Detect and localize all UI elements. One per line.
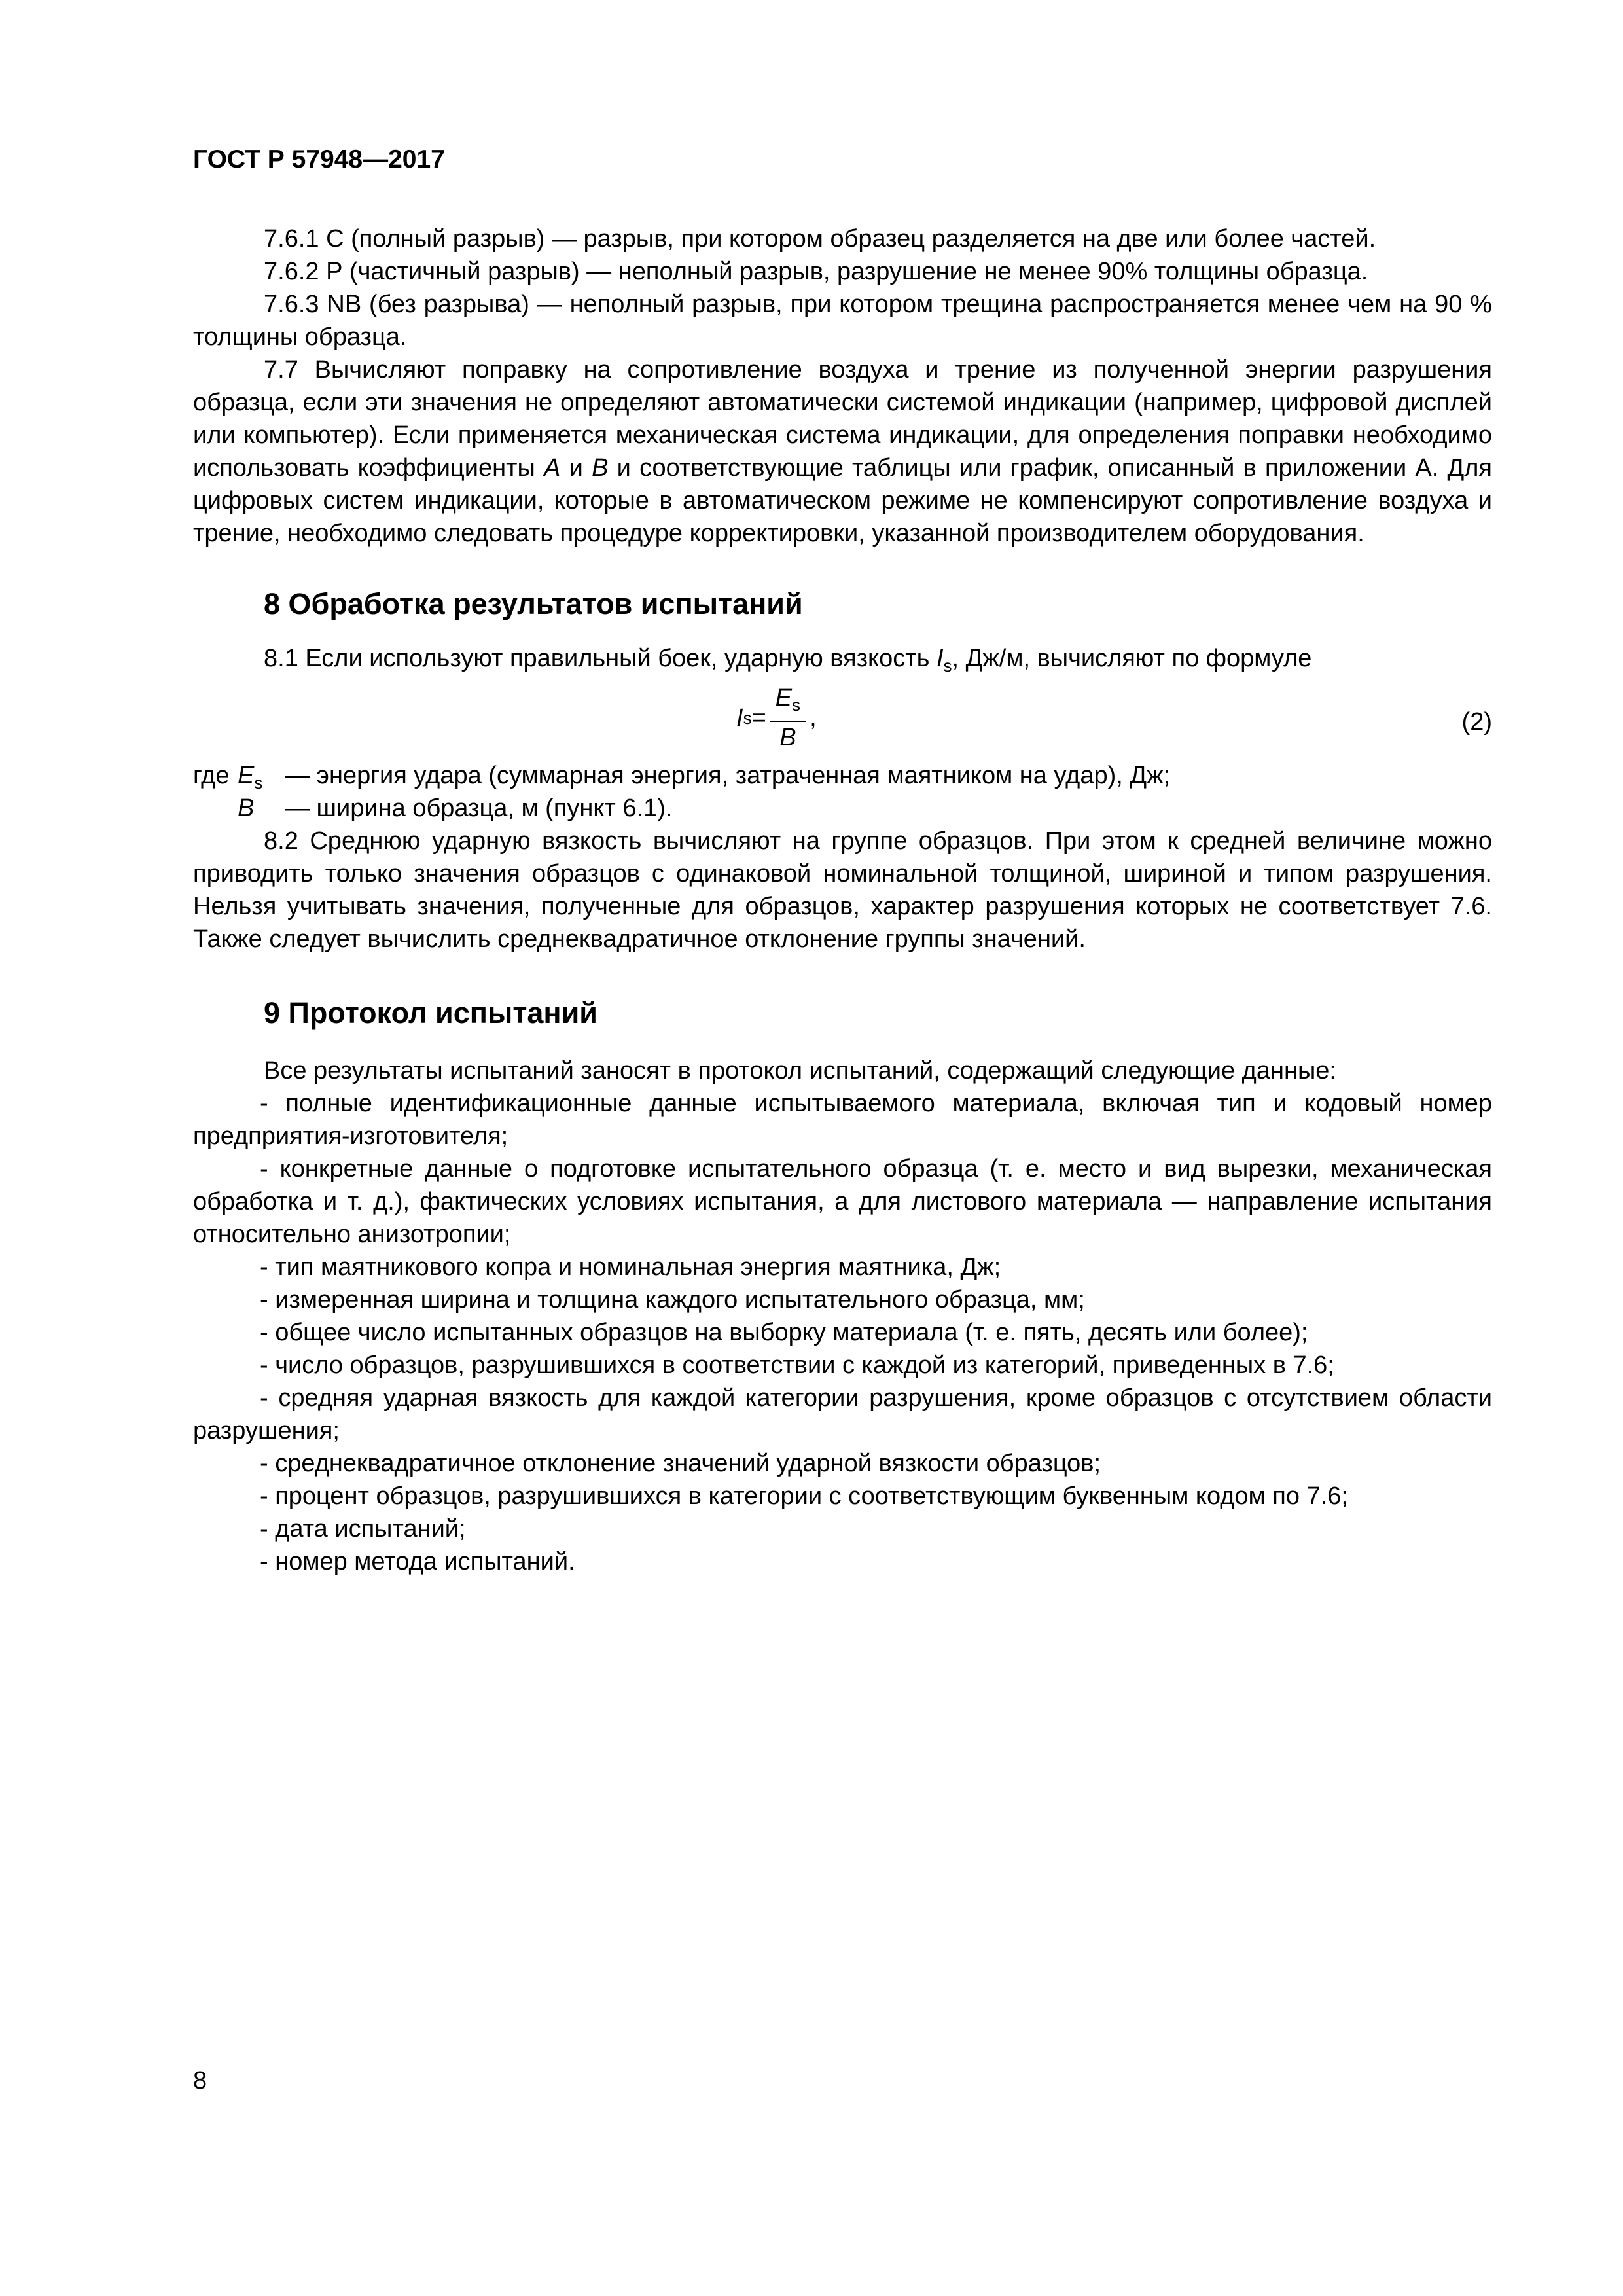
where-width-symbol: B — [238, 795, 255, 822]
list-item: - общее число испытанных образцов на выборку материала (т. е. пять, десять или более); — [260, 1319, 1308, 1346]
formula-lhs-subscript: s — [743, 708, 752, 728]
paragraph-7-7 — [193, 353, 1492, 550]
list-item: - конкретные данные о подготовке испытательного образца (т. е. место и вид вырезки, механическая обработка и т. д.), фактических условиях испытания, а для листового материала — направление испытания относительно анизотропии; — [193, 1155, 1492, 1248]
coefficient-a: А — [544, 454, 561, 482]
section-9-heading: 9 Протокол испытаний — [264, 996, 597, 1030]
impact-strength-subscript: s — [943, 656, 952, 675]
formula-numerator-subscript: s — [792, 695, 801, 715]
list-item: - измеренная ширина и толщина каждого испытательного образца, мм; — [260, 1286, 1085, 1314]
list-item: - средняя ударная вязкость для каждой категории разрушения, кроме образцов с отсутствием области разрушения; — [193, 1384, 1492, 1444]
formula-2 — [736, 683, 817, 752]
formula-tail: , — [810, 704, 817, 732]
where-energy-text: — энергия удара (суммарная энергия, затраченная маятником на удар), Дж; — [285, 762, 1171, 789]
paragraph-8-1 — [193, 642, 1492, 682]
where-row-width — [193, 792, 1492, 825]
where-width-symbol-wrap — [238, 792, 254, 825]
paragraph-7-6-3: 7.6.3 NB (без разрыва) — неполный разрыв, при котором трещина распространяется менее чем на 90 % толщины образца. — [193, 291, 1492, 351]
where-width-text: — ширина образца, м (пункт 6.1). — [285, 795, 673, 822]
list-item: - номер метода испытаний. — [260, 1548, 575, 1575]
paragraph-8-2: 8.2 Среднюю ударную вязкость вычисляют на группе образцов. При этом к средней величине можно приводить только значения образцов с одинаковой номинальной толщиной, шириной и типом разрушения. Нельзя учитывать значения, полученные для образцов, характер разрушения которых не соответствует 7.6. Также следует вычислить среднеквадратичное отклонение группы значений. — [193, 827, 1492, 953]
list-item: - процент образцов, разрушившихся в категории с соответствующим буквенным кодом по 7.6; — [260, 1482, 1348, 1510]
impact-strength-symbol: I — [936, 645, 944, 672]
where-lead: где — [193, 762, 230, 789]
formula-equals: = — [751, 704, 766, 732]
formula-denominator-symbol: B — [779, 724, 796, 751]
section-9-intro: Все результаты испытаний заносят в протокол испытаний, содержащий следующие данные: — [264, 1057, 1336, 1085]
formula-lhs: I — [736, 704, 743, 732]
list-item: - среднеквадратичное отклонение значений ударной вязкости образцов; — [260, 1450, 1101, 1477]
formula-fraction — [770, 683, 806, 752]
list-item: - число образцов, разрушившихся в соответствии с каждой из категорий, приведенных в 7.6; — [260, 1352, 1334, 1379]
formula-numerator-symbol: E — [775, 684, 793, 711]
paragraph-7-6-1: 7.6.1 С (полный разрыв) — разрыв, при котором образец разделяется на две или более частей. — [264, 225, 1376, 253]
formula-denominator — [774, 722, 801, 752]
formula-row — [193, 682, 1492, 759]
formula-number: (2) — [1461, 708, 1492, 736]
section-8-heading: 8 Обработка результатов испытаний — [264, 587, 803, 620]
where-row-energy — [193, 759, 1492, 792]
where-energy-subscript: s — [254, 773, 263, 793]
paragraph-7-7-text-2: и соответствующие таблицы или график, описанный в приложении А. Для цифровых систем индикации, которые в автоматическом режиме не компенсируют сопротивление воздуха и трение, необходимо следовать процедуре корректировки, указанной производителем оборудования. — [193, 454, 1492, 547]
paragraph-7-7-and: и — [560, 454, 592, 482]
paragraph-8-1-text-2: , Дж/м, вычисляют по формуле — [952, 645, 1312, 672]
paragraph-7-6-2: 7.6.2 Р (частичный разрыв) — неполный разрыв, разрушение не менее 90% толщины образца. — [264, 258, 1368, 285]
where-energy-symbol: E — [238, 762, 255, 789]
list-item: - дата испытаний; — [260, 1515, 466, 1543]
page-content — [193, 223, 1492, 1578]
paragraph-7-7-text-1: 7.7 Вычисляют поправку на сопротивление воздуха и трение из полученной энергии разрушения образца, если эти значения не определяют автоматически системой индикации (например, цифровой дисплей или компьютер). Если применяется механическая система индикации, для определения поправки необходимо использовать коэффициенты — [193, 356, 1492, 482]
page-number: 8 — [193, 2067, 207, 2094]
coefficient-b: В — [592, 454, 609, 482]
formula-numerator — [770, 683, 806, 722]
paragraph-8-1-text-1: 8.1 Если используют правильный боек, ударную вязкость — [264, 645, 936, 672]
document-code-header: ГОСТ Р 57948—2017 — [193, 145, 445, 173]
list-item: - тип маятникового копра и номинальная энергия маятника, Дж; — [260, 1253, 1001, 1281]
list-item: - полные идентификационные данные испытываемого материала, включая тип и кодовый номер предприятия-изготовителя; — [193, 1090, 1492, 1150]
